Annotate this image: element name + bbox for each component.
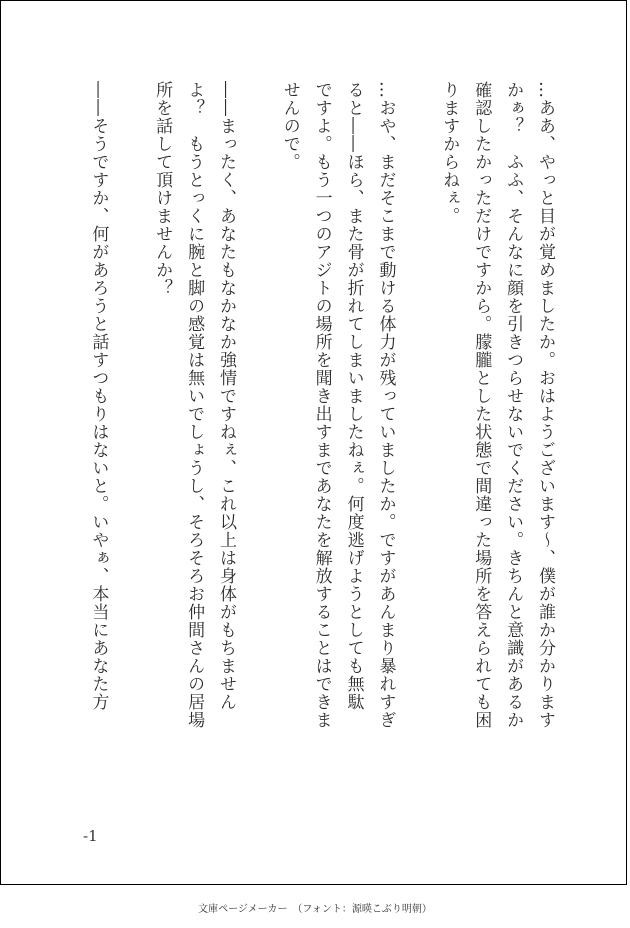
footer-credit: 文庫ページメーカー （フォント：源暎こぶり明朝） <box>198 904 432 915</box>
text-line: ると――ほら、また骨が折れてしまいましたねぇ。何度逃げようとしても無駄 <box>343 81 364 711</box>
blank-line <box>241 81 273 771</box>
text-line: かぁ？ ふふ、そんなに顔を引きつらせないでください。きちんと意識があるか <box>503 81 524 729</box>
page-number: -1 <box>83 827 98 845</box>
text-line: …ああ、やっと目が覚めましたか。おはようございます〜、僕が誰か分かります <box>535 81 555 729</box>
text-line: ですよ。もう一つのアジトの場所を聞き出すまであなたを解放することはできま <box>311 81 332 729</box>
text-line: 所を話して頂けませんか？ <box>152 81 173 297</box>
text-line: …おや、まだそこまで動ける体力が残っていましたか。ですがあんまり暴れすぎ <box>375 81 396 729</box>
text-line: よ？ もうとっくに腕と脚の感覚は無いでしょうし、そろそろお仲間さんの居場 <box>184 81 205 729</box>
blank-line <box>113 81 145 771</box>
text-line: せんので。 <box>279 81 300 171</box>
text-line: ――そうですか、何があろうと話すつもりはないと。いやぁ、本当にあなた方 <box>88 81 109 711</box>
text-line: 確認したかっただけですから。朦朧とした状態で間違った場所を答えられても困 <box>471 81 492 729</box>
text-line: りますからねぇ。 <box>439 81 460 225</box>
vertical-text-body <box>81 81 560 771</box>
blank-line <box>400 81 432 771</box>
text-line: ――まったく、あなたもなかなか強情ですねぇ、これ以上は身体がもちません <box>215 81 236 711</box>
